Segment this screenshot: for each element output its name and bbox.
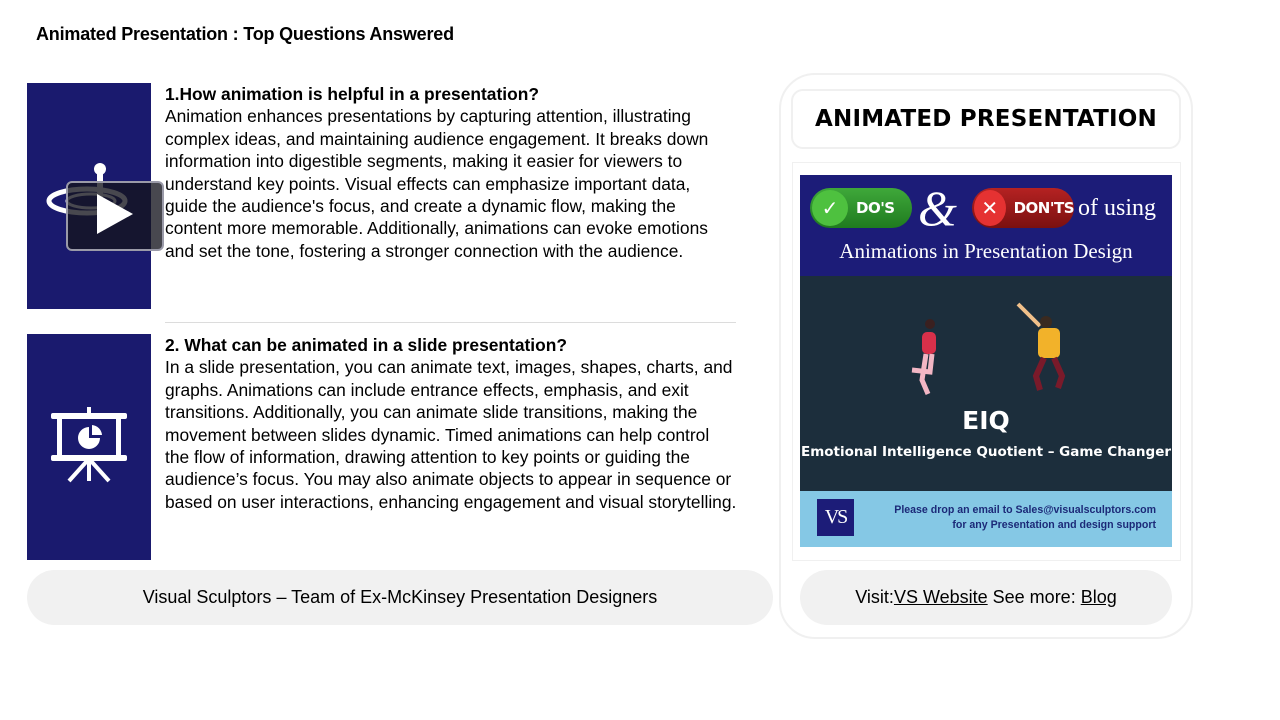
website-link[interactable]: VS Website xyxy=(893,587,988,607)
thumbnail-heading-sub: Emotional Intelligence Quotient – Game Changer xyxy=(800,444,1172,460)
ampersand: & xyxy=(918,180,957,236)
links-pill xyxy=(800,570,1172,625)
thumbnail-header xyxy=(800,175,1172,276)
qa-text xyxy=(165,334,737,513)
donts-badge xyxy=(972,188,1074,228)
thumbnail-contact-band xyxy=(800,491,1172,547)
thumbnail-heading: EIQ xyxy=(962,406,1010,435)
question-heading: 1.How animation is helpful in a presentation? xyxy=(165,84,539,104)
divider xyxy=(165,322,736,323)
answer-paragraph: In a slide presentation, you can animate text, images, shapes, charts, and graphs. Animations can include entrance effects, emphasis, and exit transitions. Additionally, you can animate slide transitions, making the movement between slides dynamic. Timed animations can help control the flow of information, drawing attention to key points or guiding the audience’s focus. You may also animate objects to appear in sequence or based on user interactions, enhancing engagement and visual storytelling. xyxy=(165,357,737,512)
company-tagline: Visual Sculptors – Team of Ex-McKinsey Presentation Designers xyxy=(27,570,773,625)
donts-label: DON'TS xyxy=(1013,199,1074,217)
dos-badge xyxy=(810,188,912,228)
contact-text xyxy=(894,503,1156,533)
page-title: Animated Presentation : Top Questions Answered xyxy=(36,24,454,44)
answer-paragraph: Animation enhances presentations by capturing attention, illustrating complex ideas, and maintaining audience engagement. It breaks down information into digestible segments, making it easier for viewers to understand key points. Visual effects can emphasize important data, guide the audience's focus, and create a dynamic flow, making the content more memorable. Additionally, animations can evoke emotions and set the tone, fostering a stronger connection with the audience. xyxy=(165,106,709,261)
video-play-button[interactable] xyxy=(66,181,164,251)
promo-thumbnail[interactable] xyxy=(800,175,1172,547)
thumbnail-subtitle: Animations in Presentation Design xyxy=(839,239,1133,263)
blog-link[interactable]: Blog xyxy=(1080,587,1117,607)
thumbnail-illustration xyxy=(800,276,1172,491)
play-icon xyxy=(95,192,135,241)
vs-logo: VS xyxy=(817,499,854,536)
see-more-label: See more: xyxy=(987,587,1081,607)
presentation-board-icon xyxy=(49,405,129,490)
question-heading: 2. What can be animated in a slide presentation? xyxy=(165,335,568,355)
contact-line-1: Please drop an email to Sales@visualsculptors.com xyxy=(894,504,1156,516)
qa-text xyxy=(165,83,737,262)
dos-label: DO'S xyxy=(856,199,895,217)
close-icon: ✕ xyxy=(974,190,1006,226)
contact-line-2: for any Presentation and design support xyxy=(952,519,1156,531)
dancing-people-illustration xyxy=(800,276,1172,406)
side-card-title: ANIMATED PRESENTATION xyxy=(791,89,1181,149)
icon-panel xyxy=(27,334,151,560)
check-icon: ✓ xyxy=(812,190,848,226)
of-using-text: of using xyxy=(1078,195,1156,221)
visit-label: Visit: xyxy=(855,587,894,607)
